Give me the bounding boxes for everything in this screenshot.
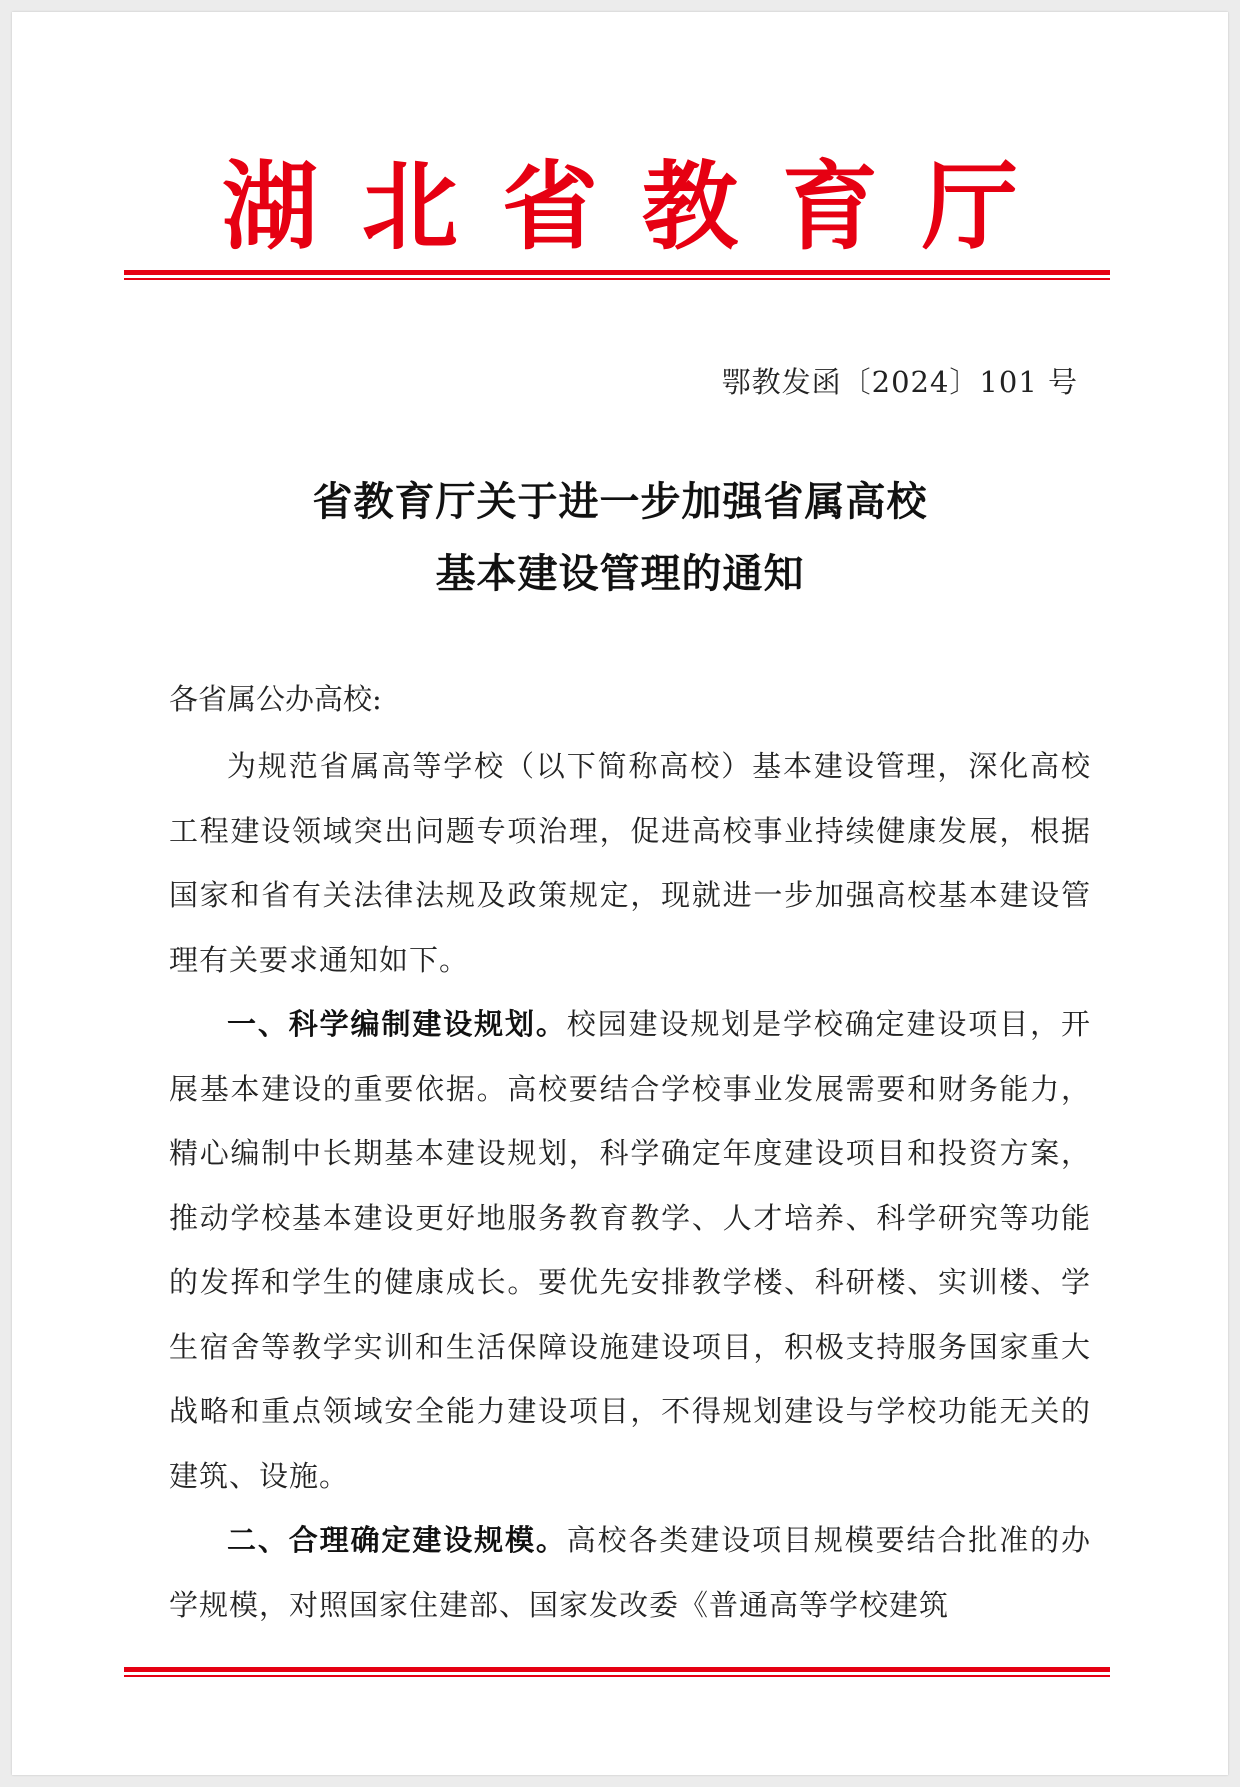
document-number: 鄂教发函〔2024〕101 号 <box>721 365 1078 399</box>
paragraph-intro <box>169 734 1091 992</box>
section-1-text: 校园建设规划是学校确定建设项目，开展基本建设的重要依据。高校要结合学校事业发展需要和财务能力，精心编制中长期基本建设规划，科学确定年度建设项目和投资方案，推动学校基本建设更好地服务教育教学、人才培养、科学研究等功能的发挥和学生的健康成长。要优先安排教学楼、科研楼、实训楼、学生宿舍等教学实训和生活保障设施建设项目，积极支持服务国家重大战略和重点领域安全能力建设项目，不得规划建设与学校功能无关的建筑、设施。 <box>169 1007 1091 1493</box>
document-body <box>169 734 1091 1637</box>
agency-masthead: 湖北省教育厅 <box>222 150 1062 263</box>
document-title-line-2: 基本建设管理的通知 <box>435 551 805 597</box>
paragraph-section-1 <box>169 992 1091 1508</box>
document-title-line-1: 省教育厅关于进一步加强省属高校 <box>312 479 928 525</box>
paragraph-text: 为规范省属高等学校（以下简称高校）基本建设管理，深化高校工程建设领域突出问题专项治理，促进高校事业持续健康发展，根据国家和省有关法律法规及政策规定，现就进一步加强高校基本建设管理有关要求通知如下。 <box>169 749 1091 977</box>
salutation: 各省属公办高校: <box>169 682 382 716</box>
document-page <box>12 12 1228 1775</box>
masthead-red-rule <box>124 270 1110 280</box>
rule-thin-line <box>124 278 1110 280</box>
paragraph-section-2 <box>169 1508 1091 1637</box>
section-2-heading: 二、合理确定建设规模。 <box>227 1523 567 1557</box>
footer-red-rule <box>124 1667 1110 1677</box>
section-2-text: 高校各类建设项目规模要结合批准的办学规模，对照国家住建部、国家发改委《普通高等学校建筑 <box>169 1523 1091 1622</box>
section-1-heading: 一、科学编制建设规划。 <box>227 1007 567 1041</box>
footer-rule-thin-line <box>124 1675 1110 1677</box>
